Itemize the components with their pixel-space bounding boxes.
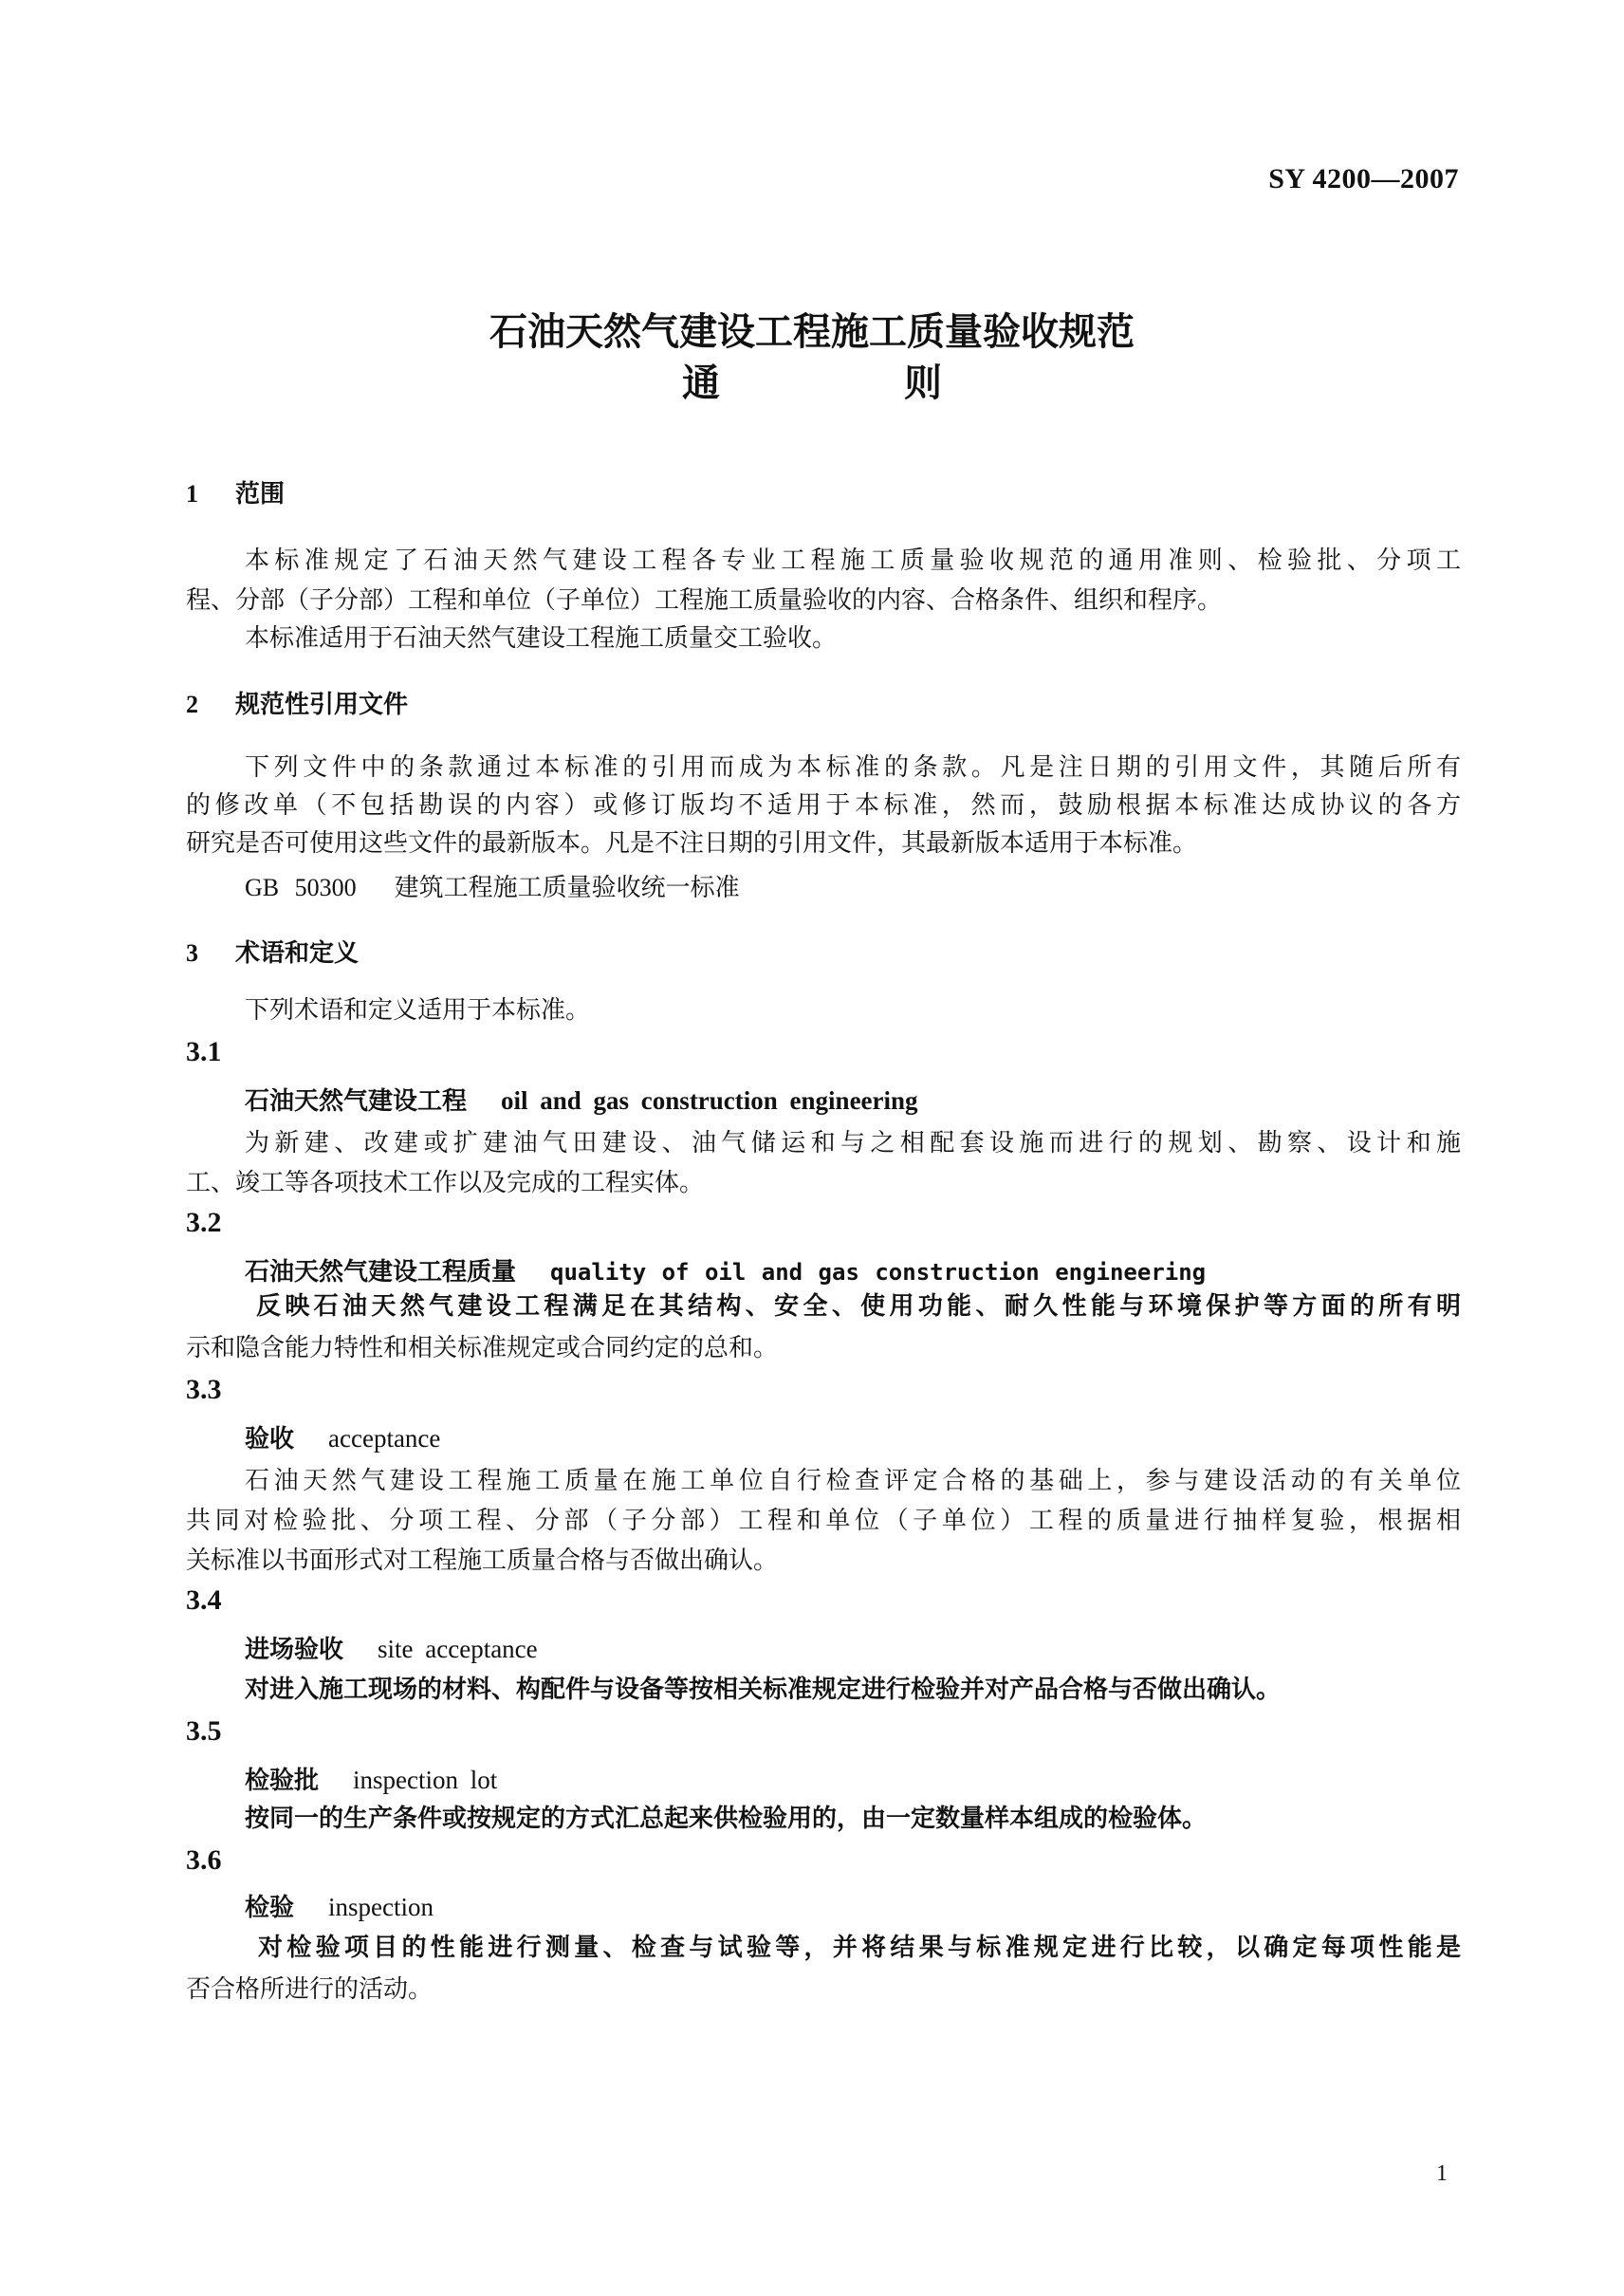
reference-title: 建筑工程施工质量验收统一标准 bbox=[394, 874, 740, 902]
definition-line: 关标准以书面形式对工程施工质量合格与否做出确认。 bbox=[186, 1546, 779, 1575]
term-zh: 检验批 bbox=[245, 1767, 320, 1795]
term-heading bbox=[245, 1630, 538, 1665]
section-title: 术语和定义 bbox=[235, 939, 360, 968]
term-zh: 检验 bbox=[245, 1894, 295, 1922]
paragraph-line: 下列术语和定义适用于本标准。 bbox=[245, 996, 591, 1025]
term-zh: 石油天然气建设工程质量 bbox=[245, 1258, 517, 1287]
document-title: 石油天然气建设工程施工质量验收规范 bbox=[489, 310, 1135, 354]
term-en: inspection bbox=[328, 1893, 434, 1921]
paragraph-line: 下列文件中的条款通过本标准的引用而成为本标准的条款。凡是注日期的引用文件，其随后所有 bbox=[245, 753, 1461, 782]
definition-line: 对检验项目的性能进行测量、检查与试验等，并将结果与标准规定进行比较，以确定每项性能是 bbox=[258, 1934, 1461, 1962]
term-number: 3.2 bbox=[186, 1207, 222, 1238]
page-number: 1 bbox=[1436, 2161, 1448, 2186]
definition-line: 工、竣工等各项技术工作以及完成的工程实体。 bbox=[186, 1169, 705, 1197]
definition-line: 石油天然气建设工程施工质量在施工单位自行检查评定合格的基础上，参与建设活动的有关单位 bbox=[245, 1467, 1461, 1495]
term-heading bbox=[245, 1419, 440, 1454]
paragraph-line: 本标准规定了石油天然气建设工程各专业工程施工质量验收规范的通用准则、检验批、分项工 bbox=[245, 546, 1461, 575]
definition-line: 对进入施工现场的材料、构配件与设备等按相关标准规定进行检验并对产品合格与否做出确认。 bbox=[245, 1676, 1282, 1704]
definition-line: 按同一的生产条件或按规定的方式汇总起来供检验用的，由一定数量样本组成的检验体。 bbox=[245, 1805, 1208, 1833]
term-number: 3.4 bbox=[186, 1584, 222, 1616]
term-heading bbox=[245, 1888, 434, 1923]
term-en: acceptance bbox=[328, 1424, 441, 1453]
definition-line: 共同对检验批、分项工程、分部（子分部）工程和单位（子单位）工程的质量进行抽样复验，根据相 bbox=[186, 1507, 1461, 1535]
paragraph-line: 的修改单（不包括勘误的内容）或修订版均不适用于本标准，然而，鼓励根据本标准达成协议的各方 bbox=[186, 791, 1461, 820]
term-number: 3.6 bbox=[186, 1844, 222, 1876]
term-zh: 进场验收 bbox=[245, 1636, 344, 1664]
standard-code: SY 4200—2007 bbox=[1268, 163, 1459, 194]
paragraph-line: 本标准适用于石油天然气建设工程施工质量交工验收。 bbox=[245, 624, 838, 653]
term-heading bbox=[245, 1761, 497, 1796]
term-heading bbox=[245, 1082, 918, 1117]
section-number: 1 bbox=[186, 480, 198, 508]
section-2-heading bbox=[186, 685, 408, 720]
term-en: oil and gas construction engineering bbox=[501, 1086, 918, 1115]
document-subtitle: 通 则 bbox=[682, 361, 1027, 405]
term-number: 3.5 bbox=[186, 1715, 222, 1747]
section-1-heading bbox=[186, 474, 285, 509]
section-number: 2 bbox=[186, 691, 198, 718]
paragraph-line: 程、分部（子分部）工程和单位（子单位）工程施工质量验收的内容、合格条件、组织和程序。 bbox=[186, 586, 1223, 615]
term-en: site acceptance bbox=[378, 1635, 538, 1663]
definition-line: 示和隐含能力特性和相关标准规定或合同约定的总和。 bbox=[186, 1334, 779, 1362]
term-zh: 石油天然气建设工程 bbox=[245, 1087, 468, 1116]
term-zh: 验收 bbox=[245, 1425, 295, 1454]
section-3-heading bbox=[186, 934, 359, 969]
term-en: quality of oil and gas construction engineering bbox=[550, 1259, 1207, 1286]
definition-line: 否合格所进行的活动。 bbox=[186, 1975, 434, 2004]
term-number: 3.1 bbox=[186, 1036, 222, 1067]
term-en: inspection lot bbox=[353, 1766, 498, 1794]
definition-line: 反映石油天然气建设工程满足在其结构、安全、使用功能、耐久性能与环境保护等方面的所有明 bbox=[256, 1292, 1461, 1321]
section-title: 规范性引用文件 bbox=[235, 691, 409, 719]
term-heading bbox=[245, 1252, 1206, 1287]
normative-reference bbox=[245, 868, 740, 903]
section-title: 范围 bbox=[235, 480, 286, 509]
paragraph-line: 研究是否可使用这些文件的最新版本。凡是不注日期的引用文件，其最新版本适用于本标准。 bbox=[186, 829, 1198, 858]
definition-line: 为新建、改建或扩建油气田建设、油气储运和与之相配套设施而进行的规划、勘察、设计和施 bbox=[245, 1129, 1461, 1157]
reference-code: GB 50300 bbox=[245, 874, 357, 901]
term-number: 3.3 bbox=[186, 1374, 222, 1405]
section-number: 3 bbox=[186, 939, 198, 967]
